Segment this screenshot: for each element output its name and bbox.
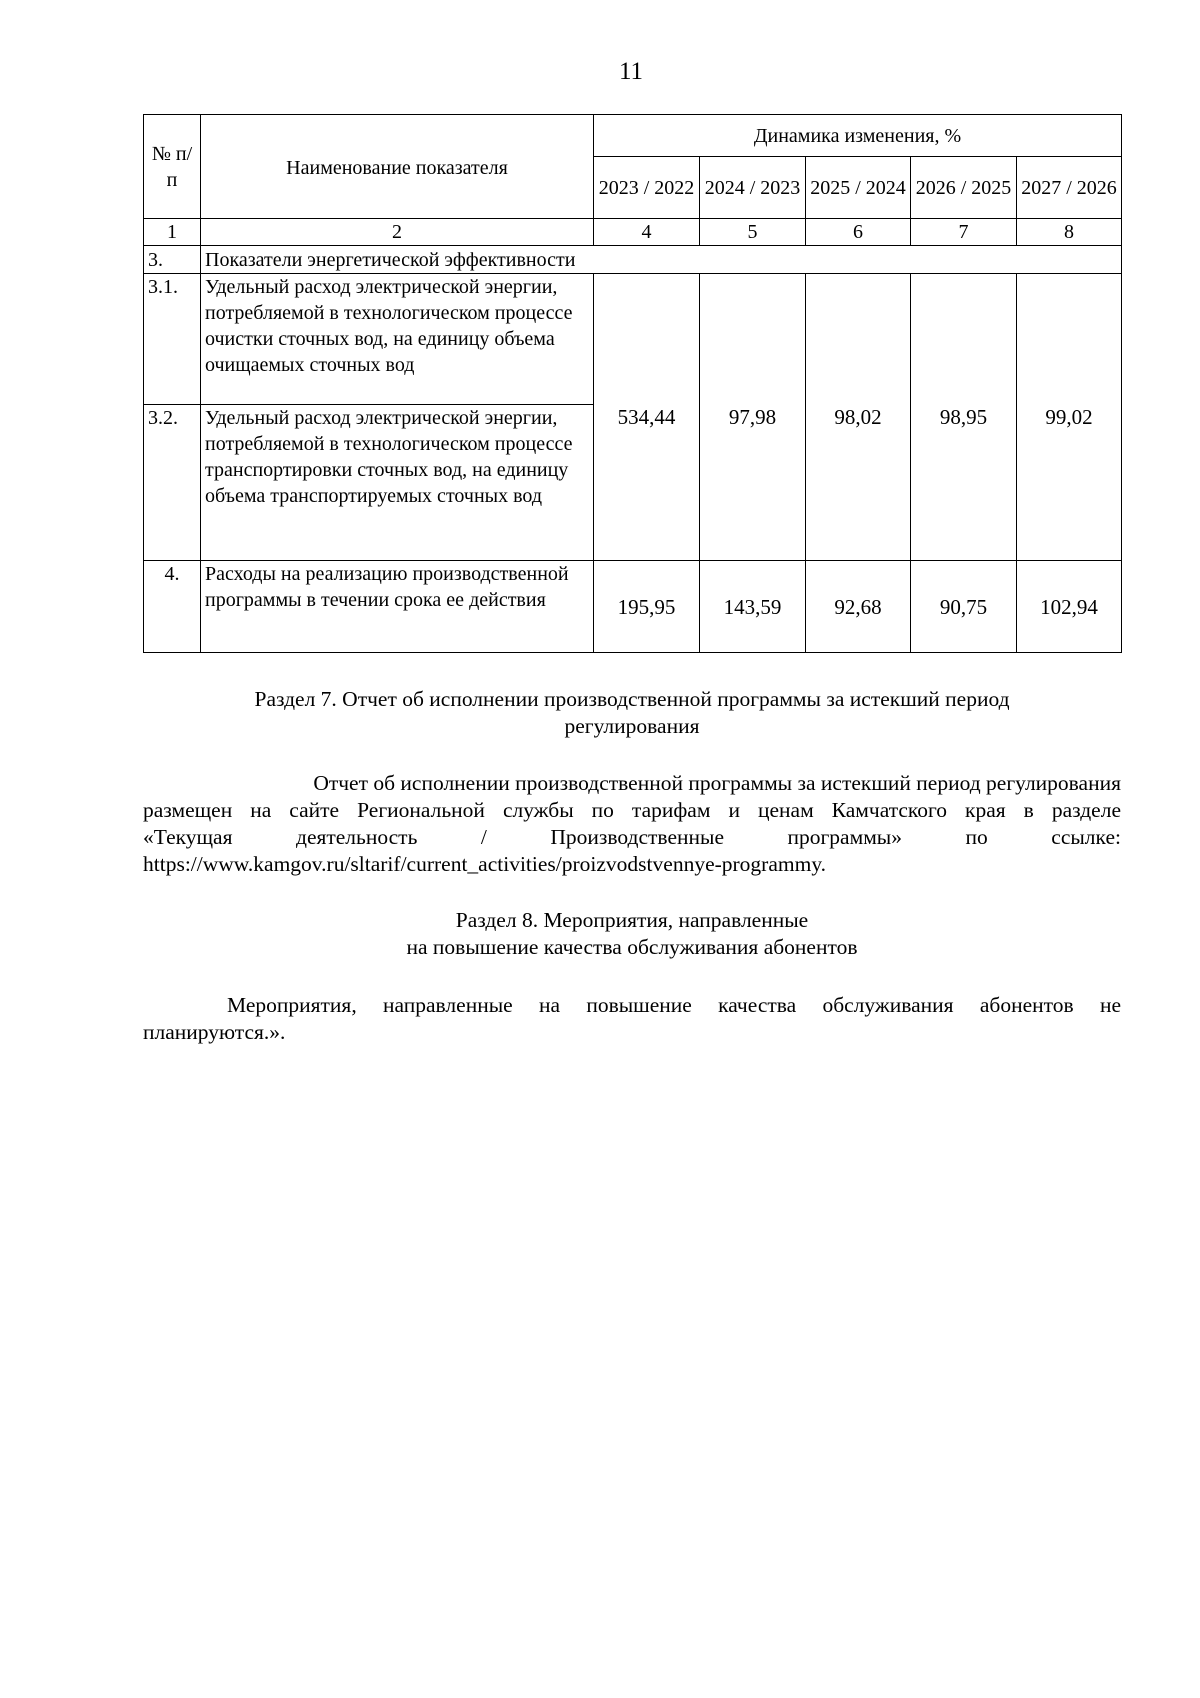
table-row — [144, 561, 1122, 653]
row-value: 90,75 — [911, 561, 1017, 653]
header-row-1 — [144, 115, 1122, 157]
section8-title-line: Раздел 8. Мероприятия, направленные — [455, 908, 809, 932]
row-value: 195,95 — [594, 561, 700, 653]
table-row — [144, 274, 1122, 405]
header-period: 2026 / 2025 — [911, 157, 1017, 219]
row-num: 4. — [144, 561, 201, 653]
merged-value: 99,02 — [1017, 274, 1122, 561]
section7-title — [143, 686, 1121, 740]
header-num: № п/п — [144, 115, 201, 219]
section7-title-line: регулирования — [564, 714, 700, 738]
row-value: 92,68 — [806, 561, 911, 653]
merged-value: 534,44 — [594, 274, 700, 561]
section7-para-line: размещен на сайте Региональной службы по тарифам и ценам Камчатского края в разделе — [143, 798, 1121, 822]
column-number: 6 — [806, 219, 911, 246]
row-value: 143,59 — [700, 561, 806, 653]
section7-para-line — [143, 770, 1121, 797]
section8-paragraph — [143, 992, 1121, 1046]
page-number: 11 — [618, 58, 644, 85]
section8-para-text: Мероприятия, направленные на повышение качества обслуживания абонентов не — [227, 993, 1121, 1017]
header-period: 2024 / 2023 — [700, 157, 806, 219]
row-num: 3.2. — [144, 405, 201, 561]
header-name: Наименование показателя — [201, 115, 594, 219]
group-row — [144, 246, 1122, 274]
section8-title-line: на повышение качества обслуживания абонентов — [406, 935, 858, 959]
report-link[interactable]: https://www.kamgov.ru/sltarif/current_activities/proizvodstvennye-programmy. — [143, 852, 827, 876]
section7-para-line: «Текущая деятельность / Производственные программы» по ссылке: — [143, 825, 1121, 849]
merged-value: 98,02 — [806, 274, 911, 561]
section7-paragraph — [143, 770, 1121, 878]
section7-para-text: Отчет об исполнении производственной программы за истекший период регулирования — [313, 771, 1121, 795]
indicators-table — [143, 114, 1122, 653]
column-number: 2 — [201, 219, 594, 246]
column-numbers-row — [144, 219, 1122, 246]
row-name: Расходы на реализацию производственной программы в течении срока ее действия — [201, 561, 594, 653]
merged-value: 98,95 — [911, 274, 1017, 561]
merged-value: 97,98 — [700, 274, 806, 561]
group-name: Показатели энергетической эффективности — [201, 246, 1122, 274]
section8-para-line — [143, 992, 1121, 1019]
header-period: 2027 / 2026 — [1017, 157, 1122, 219]
section8-para-line: планируются.». — [143, 1020, 286, 1044]
group-num: 3. — [144, 246, 201, 274]
row-num: 3.1. — [144, 274, 201, 405]
column-number: 7 — [911, 219, 1017, 246]
column-number: 1 — [144, 219, 201, 246]
column-number: 4 — [594, 219, 700, 246]
header-dynamics: Динамика изменения, % — [594, 115, 1122, 157]
column-number: 8 — [1017, 219, 1122, 246]
header-period: 2023 / 2022 — [594, 157, 700, 219]
row-name: Удельный расход электрической энергии, потребляемой в технологическом процессе транспортировки сточных вод, на единицу объема транспортируемых сточных вод — [201, 405, 594, 561]
row-name: Удельный расход электрической энергии, потребляемой в технологическом процессе очистки сточных вод, на единицу объема очищаемых сточных вод — [201, 274, 594, 405]
section7-title-line: Раздел 7. Отчет об исполнении производственной программы за истекший период — [254, 687, 1010, 711]
column-number: 5 — [700, 219, 806, 246]
row-value: 102,94 — [1017, 561, 1122, 653]
section8-title — [143, 907, 1121, 961]
header-period: 2025 / 2024 — [806, 157, 911, 219]
